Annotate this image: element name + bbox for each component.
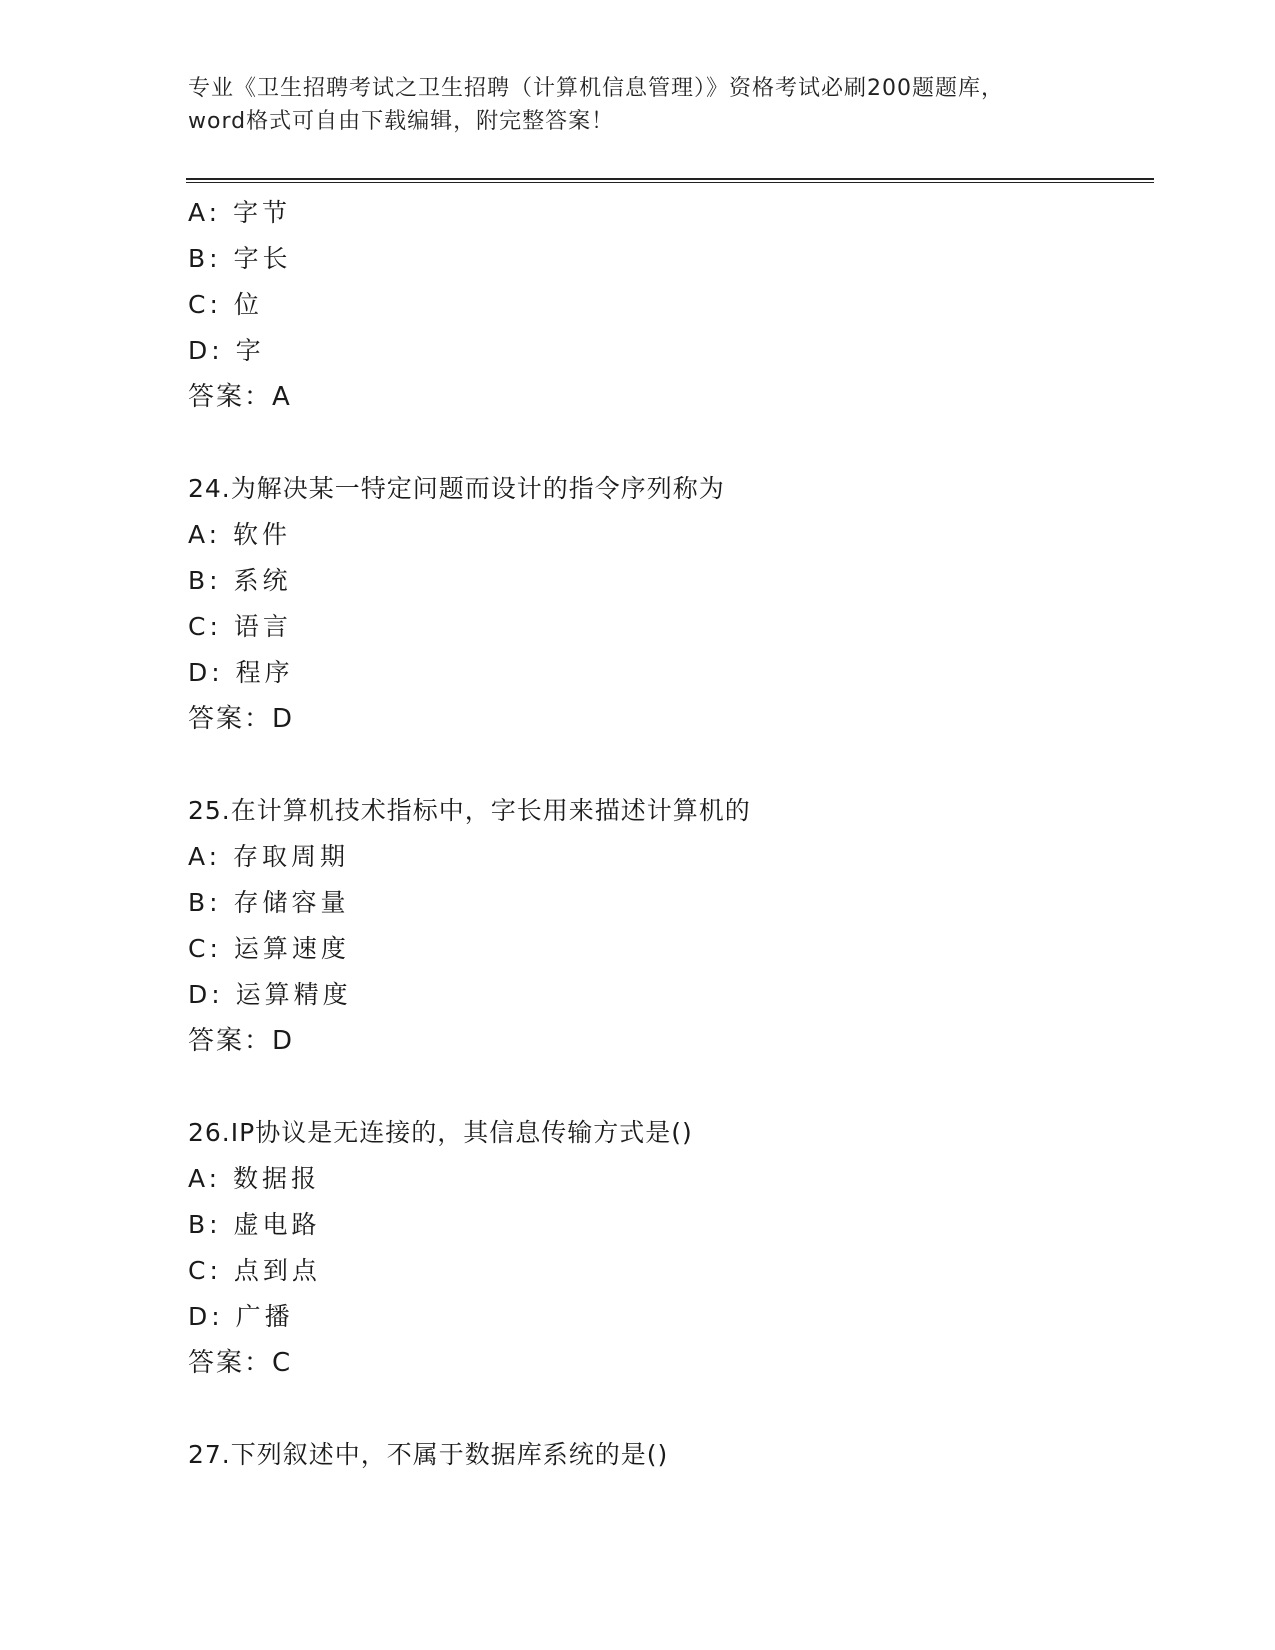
option-a: A: 软件 <box>188 520 292 549</box>
document-header <box>188 72 1088 138</box>
question-stem: 24.为解决某一特定问题而设计的指令序列称为 <box>188 474 725 503</box>
answer-line: 答案：C <box>188 1348 293 1378</box>
option-d: D: 运算精度 <box>188 980 352 1009</box>
option-c: C: 点到点 <box>188 1256 321 1285</box>
option-d: D: 字 <box>188 336 265 365</box>
option-b: B: 存储容量 <box>188 888 350 917</box>
header-title-line-1: 专业《卫生招聘考试之卫生招聘（计算机信息管理）》资格考试必刷200题题库， <box>188 76 1004 101</box>
header-title-line-2: word格式可自由下载编辑，附完整答案！ <box>188 109 615 134</box>
option-c: C: 运算速度 <box>188 934 350 963</box>
question-stem: 25.在计算机技术指标中，字长用来描述计算机的 <box>188 796 751 825</box>
spacer <box>188 742 1148 788</box>
option-a: A: 数据报 <box>188 1164 321 1193</box>
spacer <box>188 420 1148 466</box>
question-block-26 <box>188 1110 1148 1386</box>
question-block-24 <box>188 466 1148 742</box>
question-block-27 <box>188 1432 1148 1478</box>
option-b: B: 字长 <box>188 244 292 273</box>
option-c: C: 位 <box>188 290 263 319</box>
answer-line: 答案：A <box>188 382 292 412</box>
answer-line: 答案：D <box>188 704 295 734</box>
header-divider-thick <box>186 178 1154 180</box>
option-a: A: 存取周期 <box>188 842 350 871</box>
spacer <box>188 1386 1148 1432</box>
option-a: A: 字节 <box>188 198 292 227</box>
question-list <box>188 190 1148 1478</box>
question-stem: 27.下列叙述中，不属于数据库系统的是() <box>188 1440 669 1469</box>
option-b: B: 虚电路 <box>188 1210 321 1239</box>
question-block-25 <box>188 788 1148 1064</box>
question-block-prev <box>188 190 1148 420</box>
header-divider-thin <box>186 182 1154 183</box>
question-stem: 26.IP协议是无连接的，其信息传输方式是() <box>188 1118 693 1147</box>
option-d: D: 广播 <box>188 1302 294 1331</box>
spacer <box>188 1064 1148 1110</box>
option-b: B: 系统 <box>188 566 292 595</box>
option-d: D: 程序 <box>188 658 294 687</box>
option-c: C: 语言 <box>188 612 292 641</box>
answer-line: 答案：D <box>188 1026 295 1056</box>
